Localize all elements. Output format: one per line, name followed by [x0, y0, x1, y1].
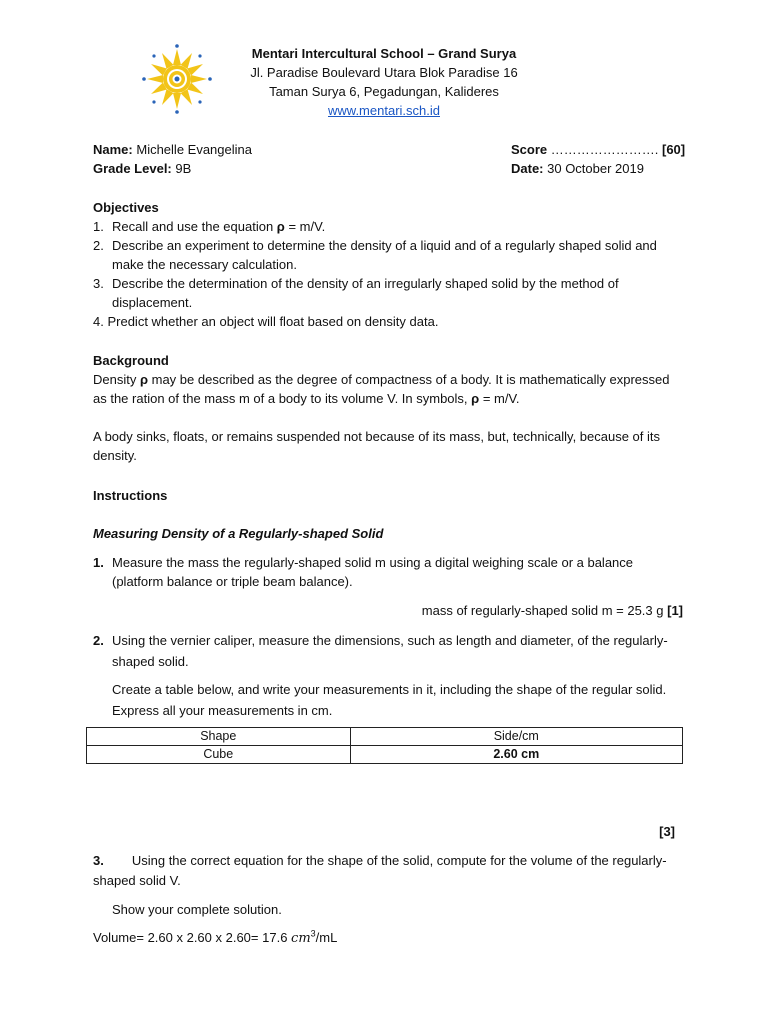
objective-number: 4.: [93, 314, 104, 329]
table-header-row: [87, 728, 683, 746]
objective-number: 3.: [93, 276, 104, 291]
table-header-cell: Shape: [87, 728, 351, 746]
background-text: may be described as the degree of compactness of a body. It is mathematically expressed as the ration of the mass m of a body to its volume V. In symbols,: [93, 372, 670, 406]
background-text: Density: [93, 372, 140, 387]
background-text: = m/V.: [479, 391, 520, 406]
grade-level-field: [93, 159, 191, 178]
objective-text: Predict whether an object will float based on density data.: [107, 314, 439, 329]
measurement-table: [86, 727, 683, 764]
objective-text: Recall and use the equation: [112, 219, 277, 234]
objective-text: Describe the determination of the density of an irregularly shaped solid by the method of displacement.: [112, 276, 619, 310]
student-name-field: [93, 140, 252, 159]
background-paragraph-1: [93, 370, 683, 408]
date-value: 30 October 2019: [543, 161, 644, 176]
table-header-cell: Side/cm: [350, 728, 682, 746]
objective-text: Describe an experiment to determine the density of a liquid and of a regularly shaped solid and make the necessary calculation.: [112, 238, 657, 272]
grade-label: Grade Level:: [93, 161, 172, 176]
step-2-extra: Create a table below, and write your measurements in it, including the shape of the regular solid. Express all your measurements in cm.: [112, 682, 667, 718]
school-header: [216, 44, 552, 120]
objectives-heading: Objectives: [93, 200, 159, 215]
step-1-answer: [422, 601, 683, 620]
marks-label: [1]: [667, 603, 683, 618]
rho-symbol: ρ: [471, 391, 480, 406]
step-3-item: [93, 851, 683, 891]
instructions-subheading: Measuring Density of a Regularly-shaped Solid: [93, 526, 384, 541]
step-1: [93, 553, 683, 591]
table-row: [87, 746, 683, 764]
school-address-line-2: Taman Surya 6, Pegadungan, Kalideres: [269, 84, 499, 99]
step-text: Using the correct equation for the shape of the solid, compute for the volume of the regularly-shaped solid V.: [93, 853, 667, 888]
step-3-extra: Show your complete solution.: [112, 902, 282, 917]
name-value: Michelle Evangelina: [132, 142, 252, 157]
volume-answer: [93, 928, 337, 948]
score-label: Score: [511, 142, 551, 157]
objective-item: [93, 236, 683, 274]
score-field: [511, 140, 685, 159]
step-2-marks: [3]: [659, 824, 675, 839]
grade-value: 9B: [171, 161, 192, 176]
background-section: [93, 351, 683, 465]
volume-unit-suffix: /mL: [315, 930, 338, 945]
mass-answer: mass of regularly-shaped solid m = 25.3 g: [421, 603, 668, 618]
objective-item: [93, 274, 683, 312]
score-value: [60]: [658, 142, 686, 157]
objective-item: [93, 312, 683, 331]
objective-number: 2.: [93, 238, 104, 253]
table-cell: 2.60 cm: [350, 746, 682, 764]
date-label: Date:: [511, 161, 544, 176]
step-1-item: [93, 553, 683, 591]
step-2-item: [93, 630, 683, 672]
score-dots: …………………….: [550, 142, 659, 157]
background-heading: Background: [93, 353, 169, 368]
volume-exponent: 3: [310, 928, 316, 939]
school-address-line-1: Jl. Paradise Boulevard Utara Blok Paradise 16: [250, 65, 518, 80]
date-field: [511, 159, 644, 178]
objectives-section: [93, 198, 683, 331]
step-number: 1.: [93, 555, 104, 570]
name-label: Name:: [93, 142, 133, 157]
objective-number: 1.: [93, 219, 104, 234]
instructions-heading: Instructions: [93, 488, 168, 503]
objective-item: [93, 217, 683, 236]
objective-text-end: = m/V.: [284, 219, 326, 234]
step-number: 3.: [93, 853, 104, 868]
volume-text: Volume= 2.60 x 2.60 x 2.60= 17.6: [93, 930, 292, 945]
step-text: Measure the mass the regularly-shaped solid m using a digital weighing scale or a balance (platform balance or triple beam balance).: [112, 555, 634, 589]
rho-symbol: ρ: [276, 219, 285, 234]
background-paragraph-2: A body sinks, floats, or remains suspended not because of its mass, but, technically, because of its density.: [93, 429, 661, 463]
step-number: 2.: [93, 633, 104, 648]
school-website-link[interactable]: www.mentari.sch.id: [328, 103, 440, 118]
school-name: Mentari Intercultural School – Grand Surya: [251, 46, 517, 61]
rho-symbol: ρ: [139, 372, 149, 387]
volume-unit: cm: [291, 931, 311, 946]
step-text: Using the vernier caliper, measure the dimensions, such as length and diameter, of the regularly-shaped solid.: [112, 633, 668, 669]
sun-logo-icon: [140, 42, 214, 116]
step-3: [93, 851, 683, 920]
step-2: [93, 630, 683, 721]
table-cell: Cube: [87, 746, 351, 764]
